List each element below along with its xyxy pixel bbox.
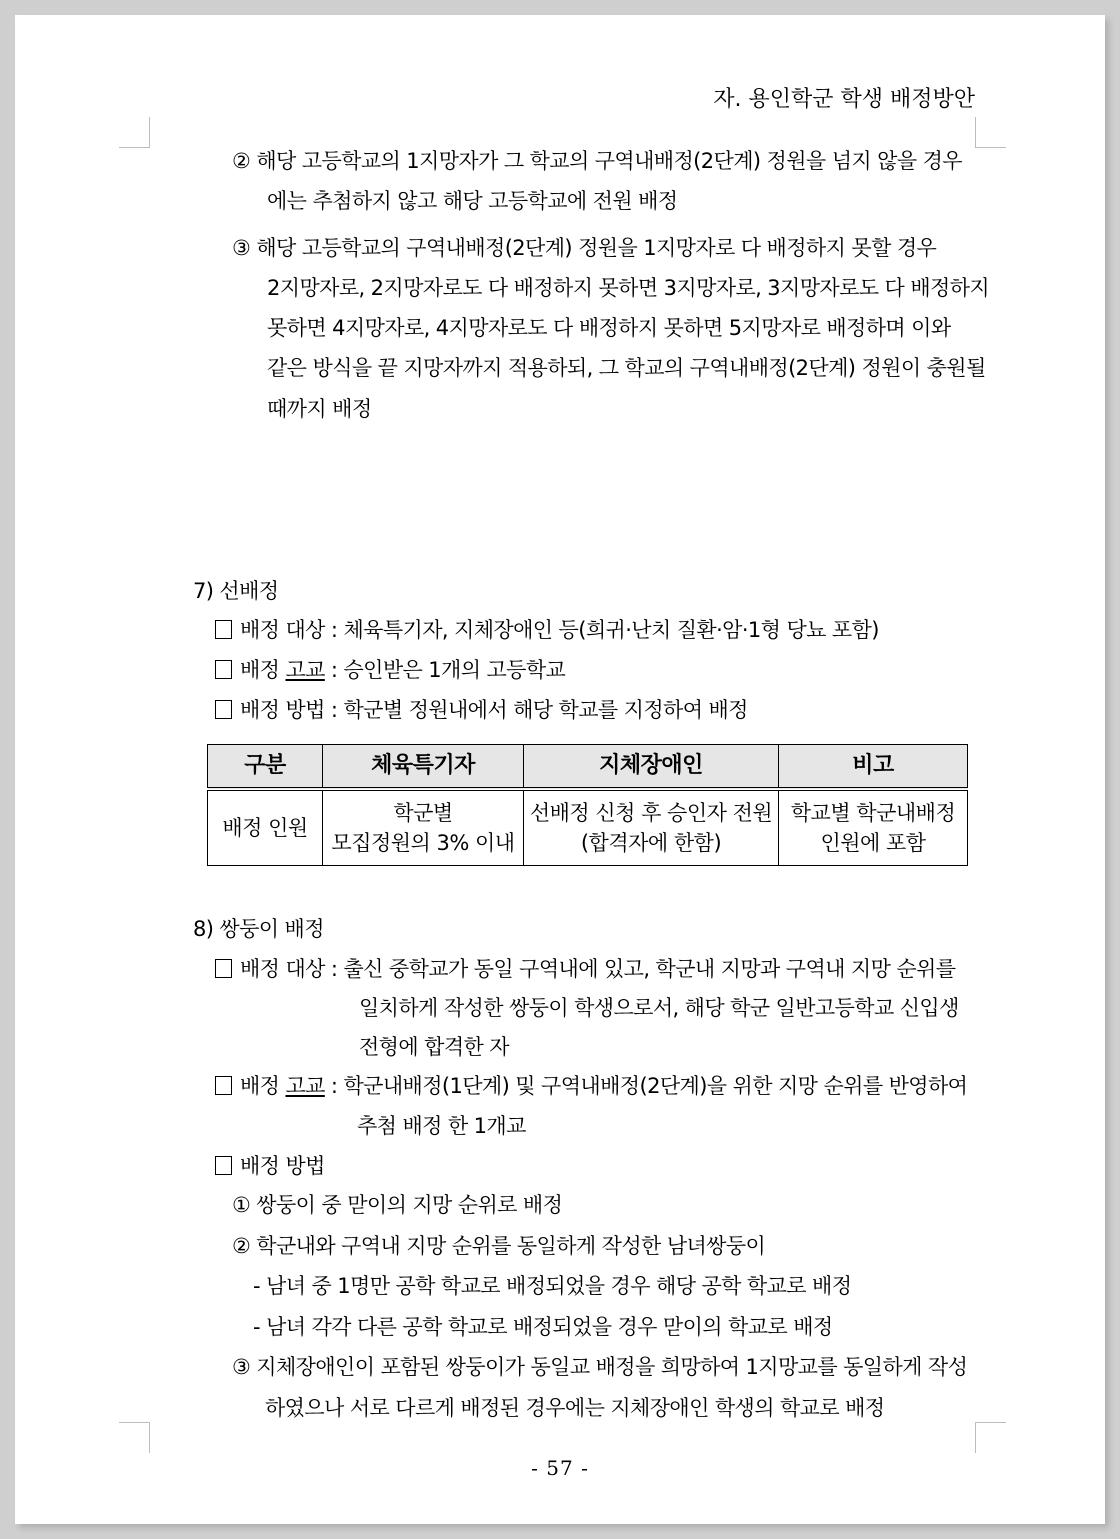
list-item: ② 해당 고등학교의 1지망자가 그 학교의 구역내배정(2단계) 정원을 넘지 않을 경우 (232, 149, 962, 173)
section-heading: 7) 선배정 (193, 579, 279, 603)
document-page (15, 15, 1105, 1524)
checkbox-item-continuation: 일치하게 작성한 쌍둥이 학생으로서, 해당 학군 일반고등학교 신입생 (359, 996, 959, 1020)
table-header: 비고 (779, 745, 968, 790)
checkbox-item: 배정 고교 : 승인받은 1개의 고등학교 (215, 657, 565, 683)
list-item-continuation: 2지망자로, 2지망자로도 다 배정하지 못하면 3지망자로, 3지망자로도 다 배정하지 (267, 276, 990, 300)
checkbox-icon (215, 660, 232, 679)
crop-mark-top-left (119, 117, 150, 148)
checkbox-item: 배정 대상 : 체육특기자, 지체장애인 등(희귀·난치 질환·암·1형 당뇨 포함) (215, 617, 879, 643)
checkbox-item: 배정 고교 : 학군내배정(1단계) 및 구역내배정(2단계)을 위한 지망 순위를 반영하여 (215, 1073, 967, 1099)
checkbox-item-continuation: 전형에 합격한 자 (359, 1035, 509, 1059)
table-cell: 학군별 모집정원의 3% 이내 (323, 789, 524, 866)
list-item-continuation: 때까지 배정 (267, 397, 372, 421)
checkbox-item-continuation: 추첨 배정 한 1개교 (357, 1114, 526, 1138)
list-item: ③ 지체장애인이 포함된 쌍둥이가 동일교 배정을 희망하여 1지망교를 동일하게 작성 (232, 1355, 968, 1379)
checkbox-icon (215, 700, 232, 719)
checkbox-icon (215, 620, 232, 639)
crop-mark-top-right (975, 117, 1006, 148)
checkbox-icon (215, 1156, 232, 1175)
list-item-continuation: 같은 방식을 끝 지망자까지 적용하되, 그 학교의 구역내배정(2단계) 정원이 충원될 (267, 356, 986, 380)
section-heading: 8) 쌍둥이 배정 (193, 917, 324, 941)
list-item-continuation: 에는 추첨하지 않고 해당 고등학교에 전원 배정 (267, 189, 678, 213)
table-cell: 학교별 학군내배정 인원에 포함 (779, 789, 968, 866)
checkbox-icon (215, 959, 232, 978)
table-header: 구분 (208, 745, 323, 790)
list-item: ② 학군내와 구역내 지망 순위를 동일하게 작성한 남녀쌍둥이 (232, 1234, 766, 1258)
sub-list-item: - 남녀 중 1명만 공학 학교로 배정되었을 경우 해당 공학 학교로 배정 (253, 1274, 852, 1298)
table-cell: 선배정 신청 후 승인자 전원 (합격자에 한함) (524, 789, 779, 866)
list-item-continuation: 하였으나 서로 다르게 배정된 경우에는 지체장애인 학생의 학교로 배정 (265, 1396, 885, 1420)
table-header: 체육특기자 (323, 745, 524, 790)
crop-mark-bottom-right (975, 1422, 1006, 1453)
checkbox-icon (215, 1076, 232, 1095)
page-number: - 57 - (531, 1456, 589, 1480)
list-item: ① 쌍둥이 중 맏이의 지망 순위로 배정 (232, 1193, 563, 1217)
running-header: 자. 용인학군 학생 배정방안 (713, 87, 975, 112)
checkbox-item: 배정 방법 : 학군별 정원내에서 해당 학교를 지정하여 배정 (215, 697, 748, 723)
table-header: 지체장애인 (524, 745, 779, 790)
table-header-row (208, 745, 968, 790)
sub-list-item: - 남녀 각각 다른 공학 학교로 배정되었을 경우 맏이의 학교로 배정 (253, 1315, 833, 1339)
checkbox-item: 배정 방법 (215, 1153, 325, 1179)
list-item: ③ 해당 고등학교의 구역내배정(2단계) 정원을 1지망자로 다 배정하지 못할 경우 (232, 236, 937, 260)
checkbox-item: 배정 대상 : 출신 중학교가 동일 구역내에 있고, 학군내 지망과 구역내 지망 순위를 (215, 956, 955, 982)
allocation-table (207, 744, 968, 866)
table-cell: 배정 인원 (208, 789, 323, 866)
list-item-continuation: 못하면 4지망자로, 4지망자로도 다 배정하지 못하면 5지망자로 배정하며 이와 (267, 316, 951, 340)
crop-mark-bottom-left (119, 1422, 150, 1453)
table-row (208, 789, 968, 866)
